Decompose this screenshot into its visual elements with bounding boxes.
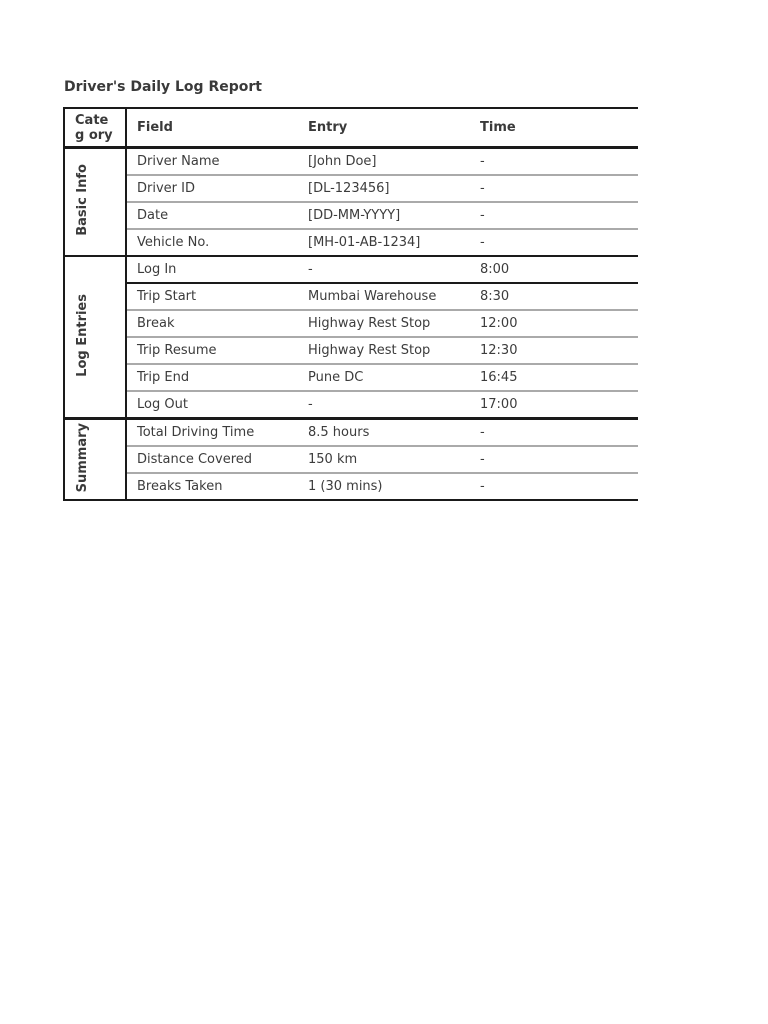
entry-cell: 8.5 hours — [308, 425, 370, 440]
table-row — [64, 283, 638, 310]
field-cell: Log In — [137, 262, 177, 277]
time-cell: 16:45 — [480, 370, 518, 385]
time-cell: - — [480, 452, 485, 467]
entry-cell: - — [308, 262, 313, 277]
time-cell: - — [480, 181, 485, 196]
table-row — [64, 419, 638, 447]
table-row — [64, 310, 638, 337]
category-cell — [64, 256, 126, 419]
time-cell: 12:00 — [480, 316, 518, 331]
table-row — [64, 337, 638, 364]
entry-cell: 150 km — [308, 452, 358, 467]
entry-cell: - — [308, 397, 313, 412]
table-row — [64, 229, 638, 256]
entry-cell: [MH-01-AB-1234] — [308, 235, 421, 250]
field-cell: Driver Name — [137, 154, 220, 169]
header-category: Categ ory — [64, 108, 126, 148]
time-cell: - — [480, 235, 485, 250]
table-row — [64, 473, 638, 500]
time-cell: - — [480, 208, 485, 223]
entry-cell: Mumbai Warehouse — [308, 289, 437, 304]
time-cell: - — [480, 154, 485, 169]
time-cell: 17:00 — [480, 397, 518, 412]
field-cell: Distance Covered — [137, 452, 253, 467]
header-time: Time — [480, 120, 516, 135]
entry-cell: Highway Rest Stop — [308, 343, 431, 358]
time-cell: 8:30 — [480, 289, 510, 304]
header-entry: Entry — [308, 120, 348, 135]
table-row — [64, 175, 638, 202]
entry-cell: Pune DC — [308, 370, 364, 385]
time-cell: - — [480, 479, 485, 494]
report-title: Driver's Daily Log Report — [64, 79, 262, 95]
category-label: Basic Info — [75, 164, 90, 236]
entry-cell: 1 (30 mins) — [308, 479, 383, 494]
category-cell — [64, 419, 126, 501]
field-cell: Trip Start — [137, 289, 197, 304]
entry-cell: Highway Rest Stop — [308, 316, 431, 331]
driver-log-table — [63, 107, 638, 501]
table-row — [64, 256, 638, 283]
table-row — [64, 391, 638, 419]
entry-cell: [DL-123456] — [308, 181, 390, 196]
group-basic-info — [64, 148, 638, 257]
group-summary — [64, 419, 638, 501]
entry-cell: [John Doe] — [308, 154, 377, 169]
time-cell: 12:30 — [480, 343, 518, 358]
table-row — [64, 148, 638, 176]
field-cell: Break — [137, 316, 175, 331]
header-field: Field — [137, 120, 173, 135]
field-cell: Trip End — [137, 370, 190, 385]
time-cell: 8:00 — [480, 262, 510, 277]
field-cell: Log Out — [137, 397, 188, 412]
field-cell: Trip Resume — [137, 343, 217, 358]
time-cell: - — [480, 425, 485, 440]
field-cell: Vehicle No. — [137, 235, 210, 250]
category-label: Summary — [75, 422, 90, 493]
group-log-entries — [64, 256, 638, 419]
category-label: Log Entries — [75, 293, 90, 377]
field-cell: Total Driving Time — [137, 425, 255, 440]
field-cell: Date — [137, 208, 169, 223]
table-row — [64, 364, 638, 391]
field-cell: Breaks Taken — [137, 479, 223, 494]
table-row — [64, 446, 638, 473]
category-cell — [64, 148, 126, 257]
entry-cell: [DD-MM-YYYY] — [308, 208, 401, 223]
table-header-row — [64, 108, 638, 148]
field-cell: Driver ID — [137, 181, 195, 196]
table-row — [64, 202, 638, 229]
